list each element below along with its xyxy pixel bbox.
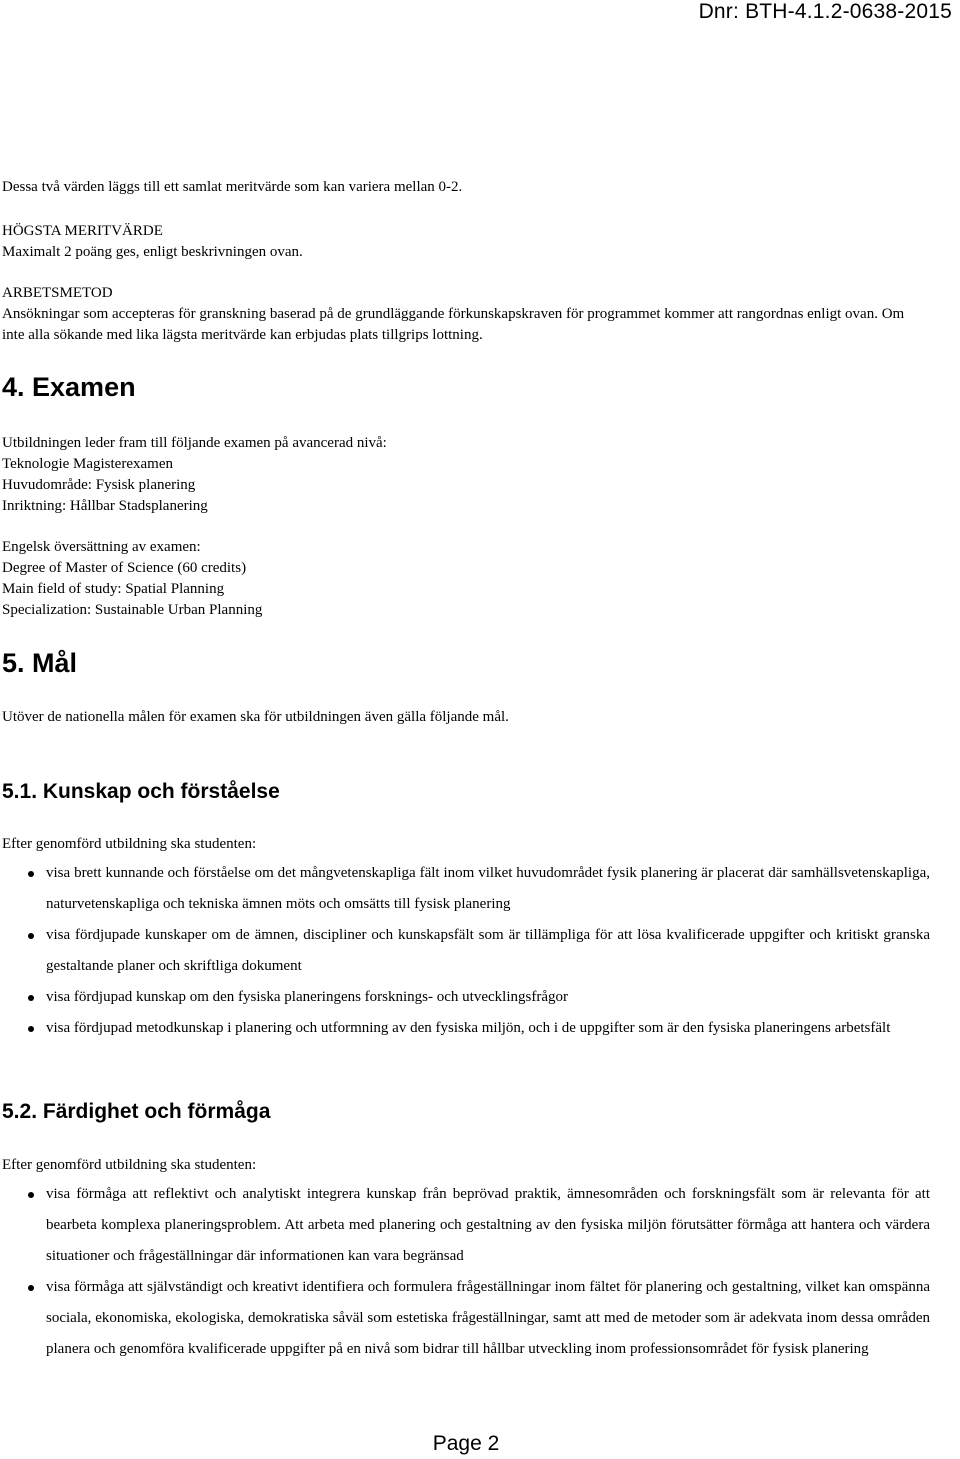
- work-method-heading: ARBETSMETOD: [2, 285, 113, 301]
- goals-heading: 5. Mål: [2, 648, 78, 678]
- highest-merit-text: Maximalt 2 poäng ges, enligt beskrivningen ovan.: [2, 244, 303, 260]
- exam-details: [2, 433, 930, 517]
- highest-merit-heading: HÖGSTA MERITVÄRDE: [2, 223, 163, 239]
- knowledge-heading: 5.1. Kunskap och förståelse: [2, 780, 280, 803]
- exam-line: Huvudområde: Fysisk planering: [2, 477, 196, 493]
- exam-line: Utbildningen leder fram till följande examen på avancerad nivå:: [2, 435, 387, 451]
- exam-english-line: Degree of Master of Science (60 credits): [2, 560, 247, 576]
- list-item: visa brett kunnande och förståelse om det mångvetenskapliga fält inom vilket huvudområdet fysik planering är placerat där samhällsvetenskapliga, naturvetenskapliga och tekniska ämnen möts och omsätts till fysisk planering: [0, 858, 930, 920]
- work-method-text: Ansökningar som accepteras för granskning baserad på de grundläggande förkunskapskraven för programmet kommer att rangordnas enligt ovan. Om inte alla sökande med lika lägsta meritvärde kan erbjudas plats tillgrips lottning.: [2, 306, 905, 343]
- list-item: visa förmåga att reflektivt och analytiskt integrera kunskap från beprövad praktik, ämnesområden och forskningsfält som är relevanta för att bearbeta komplexa planeringsproblem. Att arbeta med planering och gestaltning av den fysiska miljön förutsätter förmåga att hantera och värdera situationer och frågeställningar där informationen kan vara begränsad: [0, 1179, 930, 1272]
- exam-line: Inriktning: Hållbar Stadsplanering: [2, 498, 208, 514]
- list-item: visa fördjupade kunskaper om de ämnen, discipliner och kunskapsfält som är tillämpliga för att lösa kvalificerade uppgifter och kritiskt granska gestaltande planer och skriftliga dokument: [0, 920, 930, 982]
- document-number: Dnr: BTH-4.1.2-0638-2015: [698, 0, 952, 23]
- skills-heading: 5.2. Färdighet och förmåga: [2, 1100, 271, 1123]
- exam-english-line: Engelsk översättning av examen:: [2, 539, 201, 555]
- page-number: Page 2: [432, 1432, 500, 1455]
- list-item: visa fördjupad metodkunskap i planering och utformning av den fysiska miljön, och i de uppgifter som är den fysiska planeringens arbetsfält: [0, 1013, 930, 1044]
- list-item: visa fördjupad kunskap om den fysiska planeringens forsknings- och utvecklingsfrågor: [0, 982, 930, 1013]
- merit-sum-text: Dessa två värden läggs till ett samlat meritvärde som kan variera mellan 0-2.: [2, 179, 463, 195]
- skills-list: [0, 1179, 930, 1365]
- exam-english: [2, 537, 930, 621]
- exam-english-line: Main field of study: Spatial Planning: [2, 581, 225, 597]
- knowledge-intro: Efter genomförd utbildning ska studenten:: [2, 836, 257, 852]
- work-method-section: [2, 283, 930, 346]
- exam-english-line: Specialization: Sustainable Urban Planning: [2, 602, 263, 618]
- list-item: visa förmåga att självständigt och kreativt identifiera och formulera frågeställningar inom fältet för planering och gestaltning, vilket kan omspänna sociala, ekonomiska, ekologiska, demokratiska såväl som estetiska frågeställningar, samt att med de metoder som är adekvata inom dessa områden planera och genomföra kvalificerade uppgifter på en nivå som bidrar till hållbar utveckling inom professionsområdet för fysisk planering: [0, 1272, 930, 1365]
- knowledge-list: [0, 858, 930, 1044]
- exam-line: Teknologie Magisterexamen: [2, 456, 173, 472]
- skills-intro: Efter genomförd utbildning ska studenten:: [2, 1157, 257, 1173]
- exam-heading: 4. Examen: [2, 372, 136, 402]
- goals-text: Utöver de nationella målen för examen ska för utbildningen även gälla följande mål.: [2, 709, 509, 725]
- highest-merit-section: [2, 221, 930, 263]
